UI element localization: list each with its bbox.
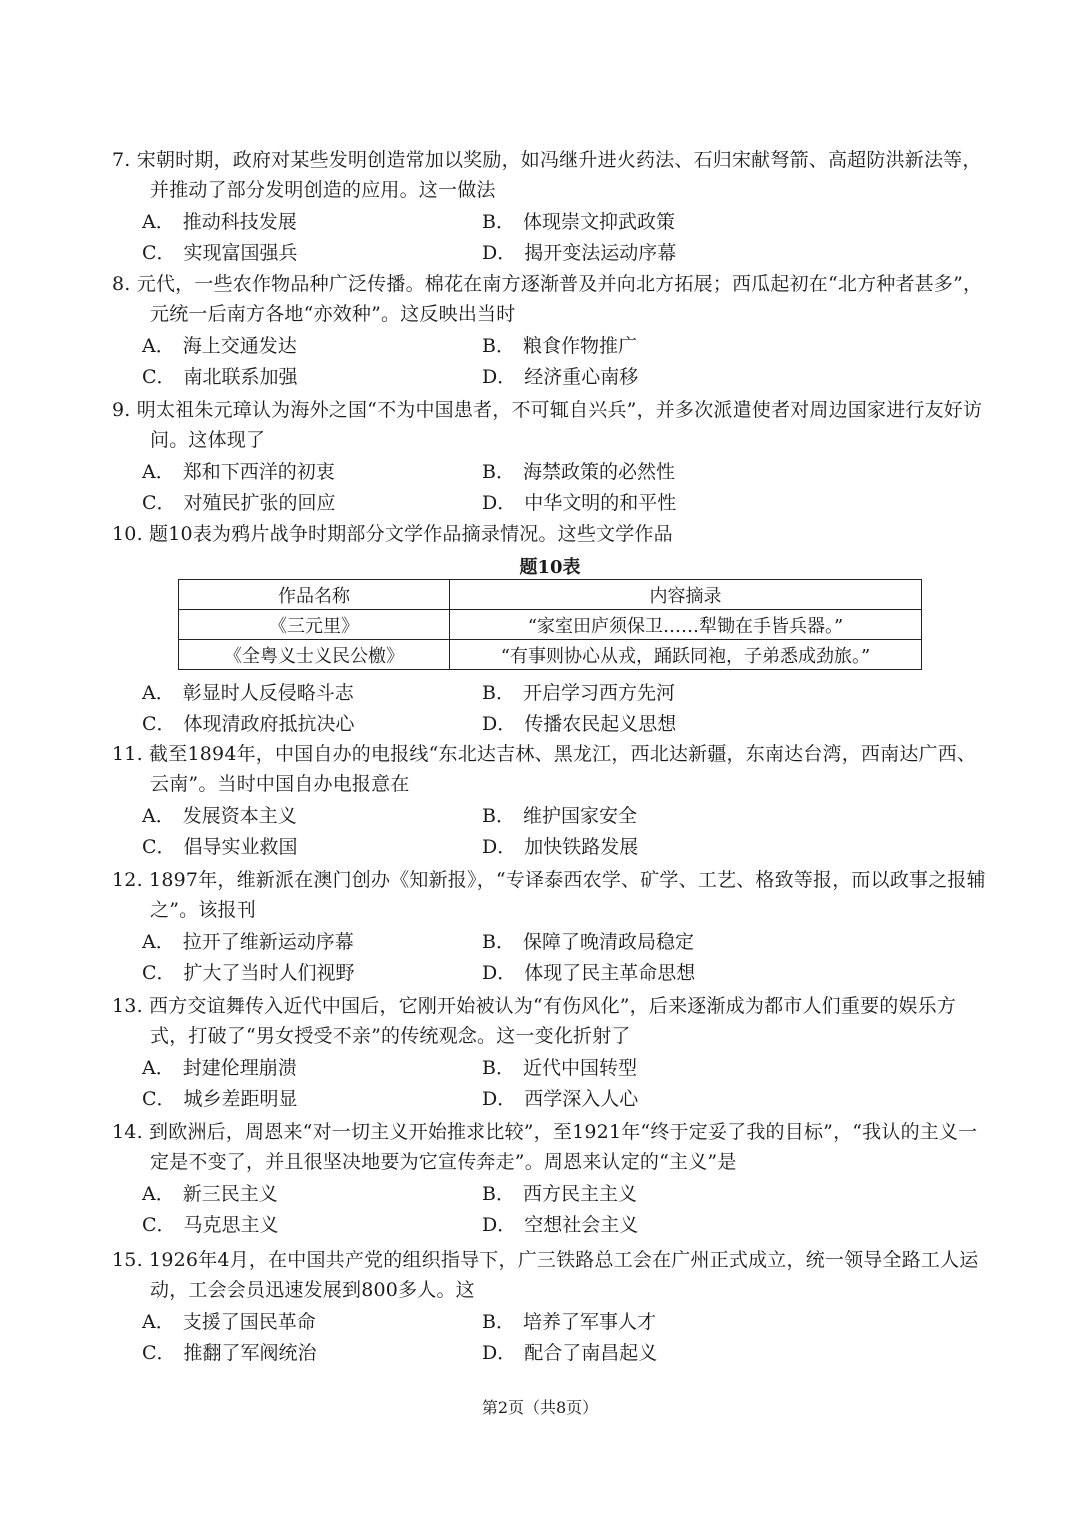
option-text: 配合了南昌起义 (524, 1342, 658, 1364)
options (112, 331, 992, 393)
question-13 (112, 992, 992, 1115)
option-text: 加快铁路发展 (524, 836, 639, 858)
option-letter: D． (482, 713, 517, 735)
option-letter: B． (482, 1311, 515, 1333)
option-letter: B． (482, 1183, 515, 1205)
options (112, 457, 992, 519)
option-text: 体现清政府抵抗决心 (183, 713, 355, 735)
option-letter: A． (142, 1057, 175, 1079)
option-text: 扩大了当时人们视野 (183, 962, 355, 984)
option-letter: D． (482, 492, 517, 514)
option-a (112, 927, 452, 958)
option-text: 南北联系加强 (183, 366, 298, 388)
option-text: 马克思主义 (183, 1214, 279, 1236)
options (112, 801, 992, 863)
option-a (112, 1053, 452, 1084)
question-10-options (112, 676, 992, 740)
option-b (452, 331, 952, 362)
option-d (452, 958, 952, 989)
option-text: 揭开变法运动序幕 (524, 242, 677, 264)
options (112, 1307, 992, 1369)
option-letter: B． (482, 931, 515, 953)
option-b (452, 801, 952, 832)
question-12 (112, 866, 992, 989)
question-stem: 8. 元代，一些农作物品种广泛传播。棉花在南方逐渐普及并向北方拓展；西瓜起初在“北方种者甚多”，元统一后南方各地“亦效种”。这反映出当时 (112, 273, 983, 325)
question-stem: 7. 宋朝时期，政府对某些发明创造常加以奖励，如冯继升进火药法、石归宋献弩箭、高超防洪新法等，并推动了部分发明创造的应用。这一做法 (112, 149, 982, 201)
option-a (112, 678, 452, 709)
option-d (452, 238, 952, 269)
options (112, 678, 992, 740)
option-c (112, 362, 452, 393)
option-text: 实现富国强兵 (183, 242, 298, 264)
option-letter: D． (482, 962, 517, 984)
option-text: 粮食作物推广 (522, 335, 637, 357)
option-d (452, 1210, 952, 1241)
option-letter: C． (142, 713, 176, 735)
option-text: 西学深入人心 (524, 1088, 639, 1110)
question-9 (112, 396, 992, 519)
option-text: 彰显时人反侵略斗志 (182, 682, 354, 704)
option-letter: C． (142, 1088, 176, 1110)
option-letter: A． (142, 931, 175, 953)
option-letter: A． (142, 805, 175, 827)
option-text: 推动科技发展 (182, 211, 297, 233)
question-8 (112, 270, 992, 393)
option-letter: C． (142, 242, 176, 264)
option-text: 城乡差距明显 (183, 1088, 298, 1110)
table-row (179, 610, 922, 640)
option-text: 体现崇文抑武政策 (522, 211, 675, 233)
option-c (112, 1084, 452, 1115)
option-letter: D． (482, 242, 517, 264)
option-c (112, 488, 452, 519)
option-text: 海上交通发达 (182, 335, 297, 357)
option-letter: D． (482, 836, 517, 858)
option-b (452, 207, 952, 238)
option-d (452, 709, 952, 740)
question-10 (112, 520, 992, 550)
option-text: 发展资本主义 (182, 805, 297, 827)
table-header: 作品名称 (179, 580, 450, 610)
option-text: 体现了民主革命思想 (524, 962, 696, 984)
option-text: 传播农民起义思想 (524, 713, 677, 735)
option-text: 支援了国民革命 (182, 1311, 316, 1333)
question-stem: 10. 题10表为鸦片战争时期部分文学作品摘录情况。这些文学作品 (112, 523, 673, 545)
option-text: 新三民主义 (182, 1183, 278, 1205)
table-cell: 《全粤义士义民公檄》 (179, 640, 450, 670)
options (112, 207, 992, 269)
question-stem: 9. 明太祖朱元璋认为海外之国“不为中国患者，不可辄自兴兵”，并多次派遣使者对周边国家进行友好访问。这体现了 (112, 399, 983, 451)
option-text: 培养了军事人才 (522, 1311, 656, 1333)
question-stem: 11. 截至1894年，中国自办的电报线“东北达吉林、黑龙江，西北达新疆，东南达台湾，西南达广西、云南”。当时中国自办电报意在 (112, 743, 977, 795)
option-text: 海禁政策的必然性 (522, 461, 675, 483)
option-d (452, 1338, 952, 1369)
page-footer: 第2页（共8页） (481, 1398, 599, 1417)
option-letter: A． (142, 211, 175, 233)
option-text: 拉开了维新运动序幕 (182, 931, 354, 953)
option-a (112, 801, 452, 832)
option-d (452, 488, 952, 519)
option-d (452, 362, 952, 393)
question-14 (112, 1118, 992, 1241)
option-a (112, 331, 452, 362)
option-letter: B． (482, 805, 515, 827)
question-11 (112, 740, 992, 863)
table-cell: “家室田庐须保卫……犁锄在手皆兵器。” (450, 610, 922, 640)
option-letter: A． (142, 1183, 175, 1205)
option-letter: D． (482, 1342, 517, 1364)
option-b (452, 1307, 952, 1338)
option-letter: C． (142, 1342, 176, 1364)
option-b (452, 1053, 952, 1084)
option-text: 中华文明的和平性 (524, 492, 677, 514)
option-text: 推翻了军阀统治 (183, 1342, 317, 1364)
table-10 (178, 579, 922, 670)
option-b (452, 678, 952, 709)
option-a (112, 207, 452, 238)
option-text: 开启学习西方先河 (522, 682, 675, 704)
option-text: 郑和下西洋的初衷 (182, 461, 335, 483)
table-header: 内容摘录 (450, 580, 922, 610)
option-text: 对殖民扩张的回应 (183, 492, 336, 514)
option-letter: C． (142, 1214, 176, 1236)
option-letter: D． (482, 1088, 517, 1110)
option-text: 倡导实业救国 (183, 836, 298, 858)
options (112, 1179, 992, 1241)
option-letter: C． (142, 366, 176, 388)
option-a (112, 1307, 452, 1338)
option-letter: A． (142, 335, 175, 357)
option-text: 西方民主主义 (522, 1183, 637, 1205)
option-letter: A． (142, 1311, 175, 1333)
option-letter: B． (482, 461, 515, 483)
option-text: 空想社会主义 (524, 1214, 639, 1236)
option-letter: A． (142, 682, 175, 704)
option-letter: B． (482, 1057, 515, 1079)
option-text: 封建伦理崩溃 (182, 1057, 297, 1079)
question-stem: 15. 1926年4月，在中国共产党的组织指导下，广三铁路总工会在广州正式成立，统一领导全路工人运动，工会会员迅速发展到800多人。这 (112, 1249, 979, 1301)
option-letter: A． (142, 461, 175, 483)
option-letter: B． (482, 335, 515, 357)
option-a (112, 1179, 452, 1210)
option-letter: C． (142, 836, 176, 858)
option-c (112, 709, 452, 740)
option-b (452, 1179, 952, 1210)
table-header-row (179, 580, 922, 610)
option-letter: B． (482, 682, 515, 704)
table-cell: “有事则协心从戎，踊跃同袍，子弟悉成劲旅。” (450, 640, 922, 670)
option-c (112, 958, 452, 989)
option-letter: D． (482, 366, 517, 388)
table-cell: 《三元里》 (179, 610, 450, 640)
option-letter: C． (142, 962, 176, 984)
option-text: 近代中国转型 (522, 1057, 637, 1079)
options (112, 1053, 992, 1115)
option-d (452, 832, 952, 863)
question-7 (112, 146, 992, 269)
option-b (452, 457, 952, 488)
option-c (112, 832, 452, 863)
table-caption: 题10表 (519, 557, 581, 578)
option-letter: B． (482, 211, 515, 233)
option-d (452, 1084, 952, 1115)
options (112, 927, 992, 989)
option-letter: C． (142, 492, 176, 514)
option-a (112, 457, 452, 488)
option-c (112, 238, 452, 269)
question-stem: 12. 1897年，维新派在澳门创办《知新报》，“专译泰西农学、矿学、工艺、格致等报，而以政事之报辅之”。该报刊 (112, 869, 986, 921)
option-letter: D． (482, 1214, 517, 1236)
question-stem: 13. 西方交谊舞传入近代中国后，它刚开始被认为“有伤风化”，后来逐渐成为都市人们重要的娱乐方式，打破了“男女授受不亲”的传统观念。这一变化折射了 (112, 995, 957, 1047)
table-row (179, 640, 922, 670)
question-stem: 14. 到欧洲后，周恩来“对一切主义开始推求比较”，至1921年“终于定妥了我的目标”，“我认的主义一定是不变了，并且很坚决地要为它宣传奔走”。周恩来认定的“主义”是 (112, 1121, 978, 1173)
option-c (112, 1210, 452, 1241)
option-b (452, 927, 952, 958)
option-text: 维护国家安全 (522, 805, 637, 827)
question-15 (112, 1246, 992, 1369)
option-text: 保障了晚清政局稳定 (522, 931, 694, 953)
option-c (112, 1338, 452, 1369)
option-text: 经济重心南移 (524, 366, 639, 388)
